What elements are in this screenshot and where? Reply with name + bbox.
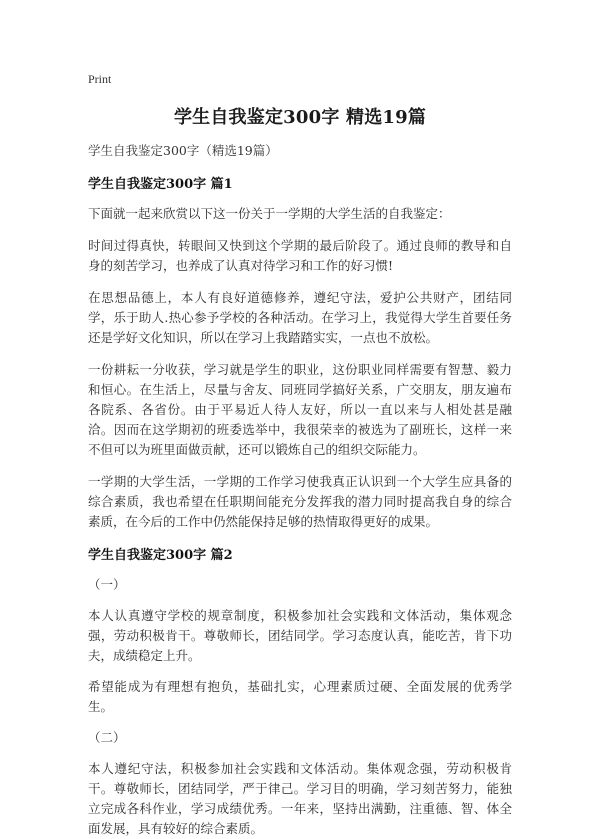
section-heading-2: 学生自我鉴定300字 篇2 xyxy=(88,548,233,563)
paragraph: 一学期的大学生活，一学期的工作学习使我真正认识到一个大学生应具备的综合素质，我也希望在任职期间能充分发挥我的潜力同时提高我自身的综合素质，在今后的工作中仍然能保持足够的热情取得更好的成果。 xyxy=(88,474,512,529)
paragraph: 下面就一起来欣赏以下这一份关于一学期的大学生活的自我鉴定： xyxy=(88,206,451,221)
print-link[interactable]: Print xyxy=(88,72,112,86)
section-heading-1: 学生自我鉴定300字 篇1 xyxy=(88,177,233,192)
paragraph: 时间过得真快，转眼间又快到这个学期的最后阶段了。通过良师的教导和自身的刻苦学习，也养成了认真对待学习和工作的好习惯! xyxy=(88,238,512,273)
paragraph: 希望能成为有理想有抱负，基础扎实，心理素质过硬、全面发展的优秀学生。 xyxy=(88,679,512,714)
part-label: （一） xyxy=(88,577,126,592)
paragraph: 本人遵纪守法，积极参加社会实践和文体活动。集体观念强，劳动积极肯干。尊敬师长，团结同学，严于律己。学习目的明确，学习刻苦努力，能独立完成各科作业，学习成绩优秀。一年来，坚持出满勤，注重德、智、体全面发展，具有较好的综合素质。 xyxy=(88,761,512,836)
part-label: （二） xyxy=(88,730,126,745)
paragraph: 在思想品德上，本人有良好道德修养，遵纪守法，爱护公共财产，团结同学，乐于助人.热心参予学校的各种活动。在学习上，我觉得大学生首要任务还是学好文化知识，所以在学习上我踏踏实实，一点也不放松。 xyxy=(88,290,512,345)
document-subtitle: 学生自我鉴定300字（精选19篇） xyxy=(88,143,278,158)
page-title: 学生自我鉴定300字 精选19篇 xyxy=(173,107,427,128)
paragraph: 一份耕耘一分收获，学习就是学生的职业，这份职业同样需要有智慧、毅力和恒心。在生活上，尽量与舍友、同班同学搞好关系，广交朋友，朋友遍布各院系、各省份。由于平易近人待人友好，所以一直以来与人相处甚是融洽。因而在这学期初的班委选举中，我很荣幸的被选为了副班长，这样一来不但可以为班里面做贡献，还可以锻炼自己的组织交际能力。 xyxy=(88,362,512,457)
paragraph: 本人认真遵守学校的规章制度，积极参加社会实践和文体活动，集体观念强，劳动积极肯干。尊敬师长，团结同学。学习态度认真，能吃苦，肯下功夫，成绩稳定上升。 xyxy=(88,608,512,663)
